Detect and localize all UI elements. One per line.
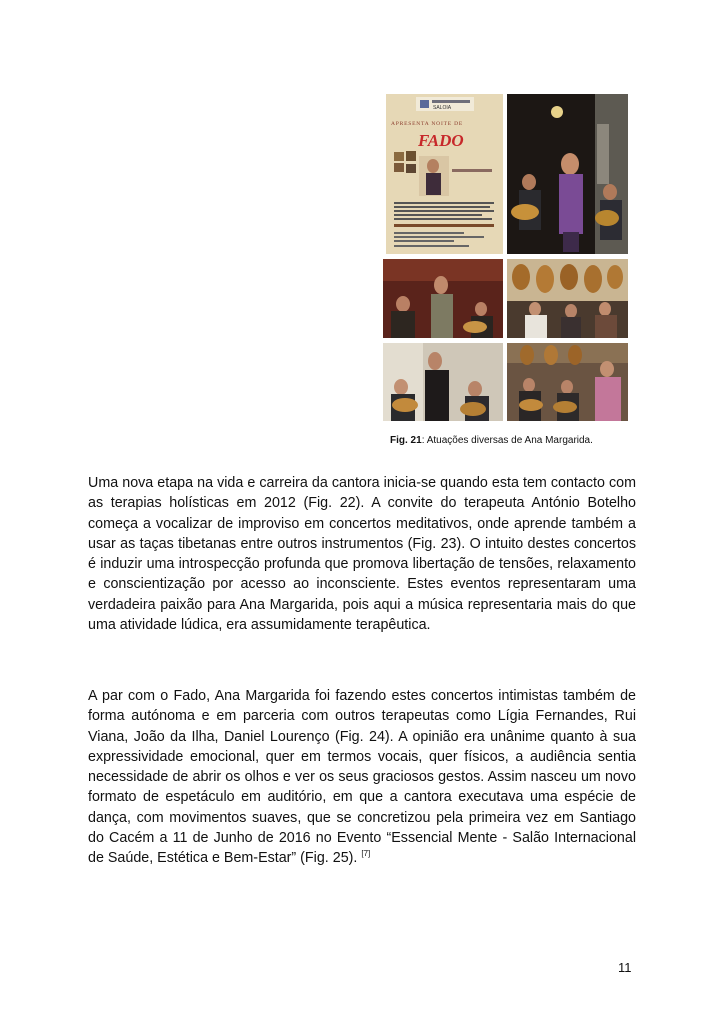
- poster-photo-icon: [386, 94, 503, 254]
- singer-with-guitarists-photo-icon: [507, 94, 628, 254]
- singer-performing-photo: [383, 259, 503, 338]
- figure-caption-label: Fig. 21: [390, 435, 422, 446]
- poster-org-name: SALOIA: [433, 105, 452, 111]
- guitars-on-wall-photo-icon: [507, 259, 628, 338]
- page-number: 11: [618, 960, 632, 975]
- poster-title: FADO: [418, 131, 464, 150]
- figure-caption-text: : Atuações diversas de Ana Margarida.: [421, 435, 593, 446]
- singer-pink-jacket-photo: [507, 343, 628, 421]
- singer-performing-photo-icon: [383, 259, 503, 338]
- figure-caption: [390, 435, 593, 446]
- guitars-on-wall-photo: [507, 259, 628, 338]
- singer-with-guitarists-photo: [507, 94, 628, 254]
- paragraph-1-text: Uma nova etapa na vida e carreira da cantora inicia-se quando esta tem contacto com as terapias holísticas em 2012 (Fig. 22). A convite do terapeuta António Botelho começa a vocalizar de improviso em concertos meditativos, onde aprende também a usar as taças tibetanas entre outros instrumentos (Fig. 23). O intuito destes concertos é induzir uma introspecção profunda que promova libertação de tensões, relaxamento e conscientização por acesso ao inconsciente. Estes eventos representaram uma verdadeira paixão para Ana Margarida, pois aqui a música representaria mais do que uma atividade lúdica, era assumidamente terapêutica.: [88, 475, 636, 634]
- singer-with-microphone-photo: [383, 343, 503, 421]
- paragraph-2-text: A par com o Fado, Ana Margarida foi fazendo estes concertos intimistas também de forma autónoma e em parceria com outros terapeutas como Lígia Fernandes, Rui Viana, João da Ilha, Daniel Lourenço (Fig. 24). A opinião era unânime quanto à sua expressividade emocional, quer em termos vocais, quer físicos, a audiência sentia necessidade de abrir os olhos e ver os seus graciosos gestos. Assim nasceu um novo formato de espetáculo em auditório, em que a cantora executava uma espécie de dança, com movimentos suaves, que se concretizou pela primeira vez em Santiago do Cacém a 11 de Junho de 2016 no Evento “Essencial Mente - Salão Internacional de Saúde, Estética e Bem-Estar” (Fig. 25).: [88, 688, 636, 867]
- reference-marker[interactable]: [7]: [361, 849, 371, 859]
- poster-headline: APRESENTA NOITE DE: [391, 121, 464, 127]
- poster-photo: [386, 94, 503, 254]
- singer-pink-jacket-photo-icon: [507, 343, 628, 421]
- singer-with-microphone-photo-icon: [383, 343, 503, 421]
- paragraph-2: [88, 686, 636, 869]
- paragraph-1: [88, 473, 636, 635]
